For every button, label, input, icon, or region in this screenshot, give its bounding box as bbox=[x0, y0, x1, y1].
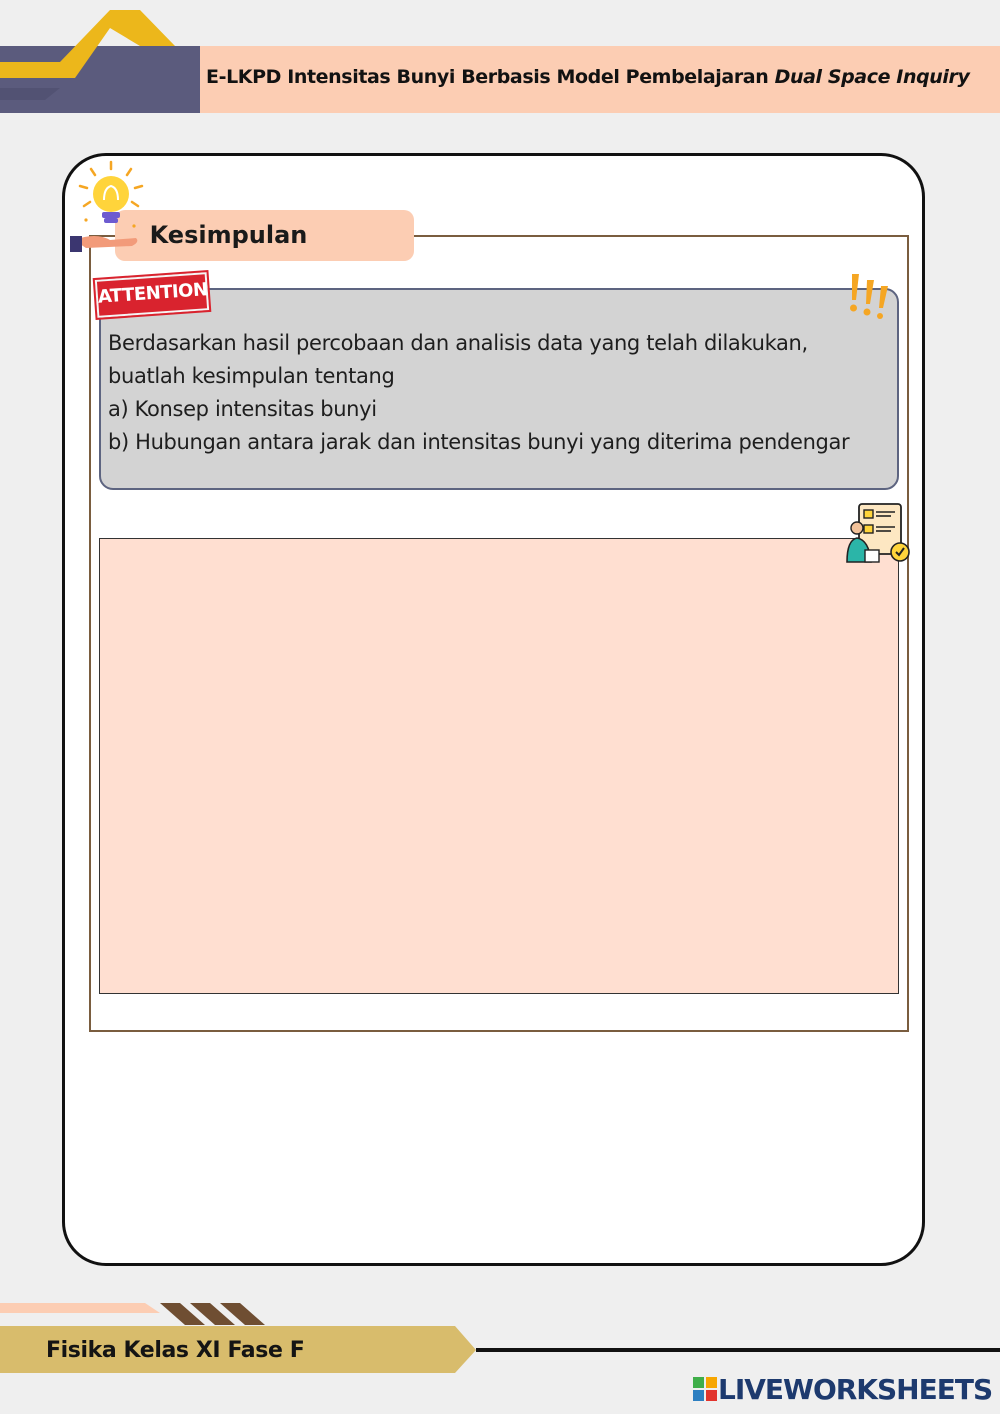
header-title-text: E-LKPD Intensitas Bunyi Berbasis Model Pembelajaran bbox=[206, 66, 775, 88]
exclamation-marks-icon bbox=[842, 270, 892, 320]
liveworksheets-logo-icon bbox=[693, 1377, 717, 1401]
lightbulb-hand-icon bbox=[66, 160, 148, 260]
instruction-line: a) Konsep intensitas bunyi bbox=[108, 397, 377, 421]
header-title-italic: Dual Space Inquiry bbox=[774, 66, 970, 88]
header-title bbox=[206, 66, 998, 94]
answer-textarea[interactable] bbox=[99, 538, 899, 994]
instruction-line: b) Hubungan antara jarak dan intensitas bunyi yang diterima pendengar bbox=[108, 430, 850, 454]
instruction-text bbox=[108, 327, 898, 459]
footer-label: Fisika Kelas XI Fase F bbox=[46, 1338, 305, 1363]
instruction-line: buatlah kesimpulan tentang bbox=[108, 364, 395, 388]
header-decoration bbox=[0, 0, 210, 120]
section-title-text: Kesimpulan bbox=[149, 221, 308, 249]
section-title bbox=[115, 218, 414, 252]
checklist-person-icon bbox=[843, 500, 913, 570]
attention-stamp: ATTENTION bbox=[95, 272, 209, 318]
instruction-line: Berdasarkan hasil percobaan dan analisis data yang telah dilakukan, bbox=[108, 331, 808, 355]
brand-name[interactable]: LIVEWORKSHEETS bbox=[718, 1373, 993, 1406]
